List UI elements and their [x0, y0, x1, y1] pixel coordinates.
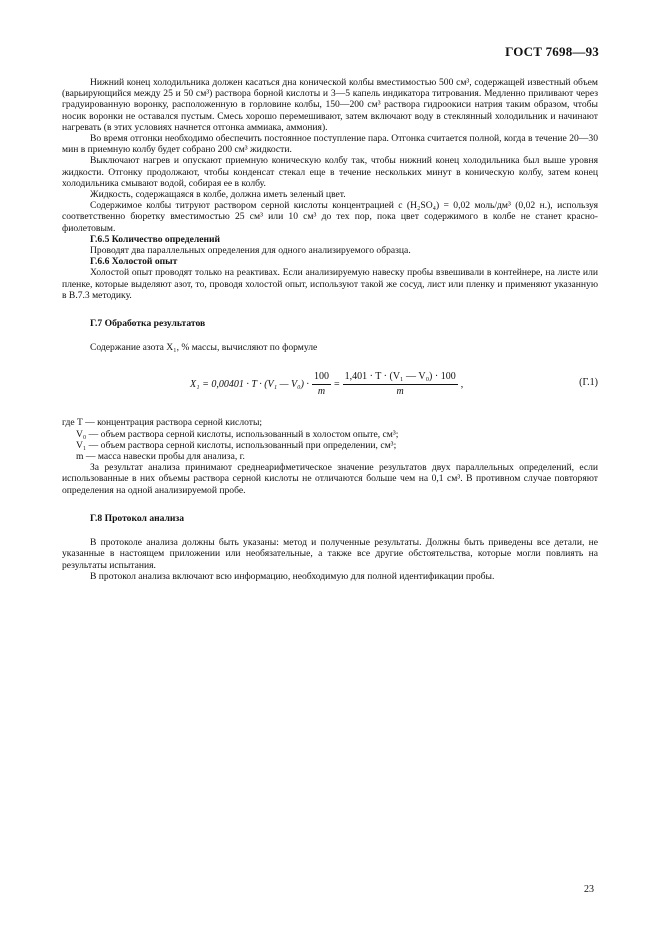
paragraph-titration: Содержимое колбы титруют раствором серной кислоты концентрацией c (H₂SO₄) = 0,02 моль/дм³ (0,02 н.), используя соответственно бюретку вместимостью 25 см³ или 10 см³ до тех пор, пока цвет содержимого в колбе не станет красно-фиолетовым. — [62, 200, 598, 234]
fraction-2-denominator: m — [396, 385, 404, 397]
section-heading-g7: Г.7 Обработка результатов — [90, 318, 206, 330]
paragraph-condenser: Нижний конец холодильника должен касаться дна конической колбы вместимостью 500 см³, содержащей известный объем (варьирующийся между 25 и 50 см³) раствора борной кислоты и 3—5 капель индикатора титрования. Медленно приливают через градуированную воронку, расположенную в горловине колбы, 150—200 см³ раствора гидроокиси натрия таким образом, чтобы носик воронки не оставался пустым. Смесь хорошо перемешивают, затем включают воду в стеклянный холодильник и начинают нагревать (в этих условиях начнется отгонка аммиака, аммония). — [62, 77, 598, 133]
paragraph-blank-test: Холостой опыт проводят только на реактивах. Если анализируемую навеску пробы взвешивали в контейнере, на листе или пленке, которые выделяют азот, то, проводя холостой опыт, используют такой же сосуд, лист или пленку и применяют указанную в В.7.3 методику. — [62, 267, 598, 301]
page-content — [62, 77, 598, 582]
paragraph-protocol-info: В протокол анализа включают всю информацию, необходимую для полной идентификации пробы. — [90, 570, 495, 582]
formula-equals: = — [333, 378, 340, 390]
paragraph-determinations: Проводят два параллельных определения для одного анализируемого образца. — [90, 245, 411, 257]
formula-expression — [190, 371, 463, 396]
paragraph-heating-off: Выключают нагрев и опускают приемную коническую колбу так, чтобы нижний конец холодильника был выше уровня жидкости. Отгонку продолжают, чтобы конденсат стекал еще в течение нескольких минут в коническую колбу, затем конец холодильника смывают водой, собирая ее в колбу. — [62, 155, 598, 189]
formula-fraction-1 — [312, 371, 331, 396]
formula-lhs: X₁ = 0,00401 · T · (V₁ — V₀) · — [190, 378, 309, 390]
subsection-heading-g66: Г.6.6 Холостой опыт — [90, 256, 178, 268]
paragraph-protocol-contents: В протоколе анализа должны быть указаны: метод и полученные результаты. Должны быть приведены все детали, не указанные в настоящем приложении или необязательные, а также все другие обстоятельства, которые могли повлиять на результаты испытания. — [62, 537, 598, 571]
paragraph-result: За результат анализа принимают среднеарифметическое значение результатов двух параллельных определений, если использованные в них объемы раствора серной кислоты не отличаются больше чем на 0,1 см³. В противном случае повторяют определения на одной анализируемой пробе. — [62, 462, 598, 496]
definition-v0: V₀ — объем раствора серной кислоты, использованный в холостом опыте, см³; — [76, 428, 399, 440]
fraction-1-numerator: 100 — [312, 371, 331, 384]
section-heading-g8: Г.8 Протокол анализа — [90, 512, 185, 524]
fraction-1-denominator: m — [317, 385, 326, 397]
paragraph-formula-intro: Содержание азота X₁, % массы, вычисляют по формуле — [90, 342, 318, 354]
paragraph-liquid-color: Жидкость, содержащаяся в колбе, должна иметь зеленый цвет. — [90, 189, 346, 201]
fraction-2-numerator: 1,401 · T · (V₁ — V₀) · 100 — [343, 371, 458, 384]
definition-m: m — масса навески пробы для анализа, г. — [76, 451, 245, 463]
paragraph-steam: Во время отгонки необходимо обеспечить постоянное поступление пара. Отгонка считается полной, когда в течение 20—30 мин в приемную колбу будет собрано 200 см³ жидкости. — [62, 133, 598, 156]
formula-fraction-2 — [343, 371, 458, 396]
subsection-heading-g65: Г.6.5 Количество определений — [90, 233, 221, 245]
document-id-header: ГОСТ 7698—93 — [505, 44, 599, 59]
definition-v1: V₁ — объем раствора серной кислоты, использованный при определении, см³; — [76, 439, 397, 451]
definition-t: где T — концентрация раствора серной кислоты; — [62, 417, 263, 429]
formula-tail: , — [460, 378, 464, 390]
formula-g1 — [62, 363, 598, 407]
formula-number: (Г.1) — [579, 377, 598, 389]
page-number: 23 — [584, 884, 594, 895]
formula-definitions — [62, 417, 598, 462]
